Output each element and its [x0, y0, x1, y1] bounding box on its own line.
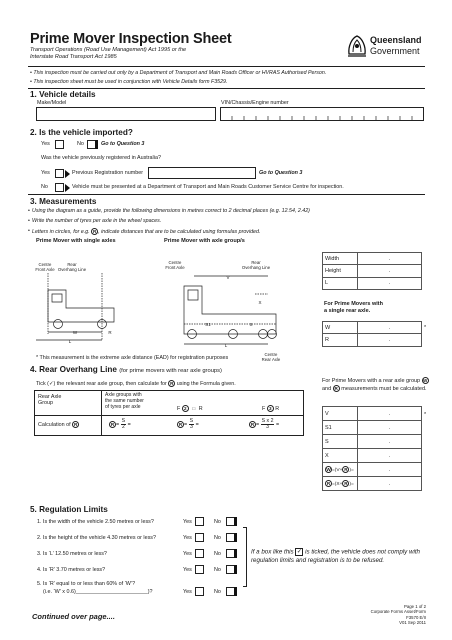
formula-2: R = S 3 =: [178, 418, 199, 430]
group-option-2: F 2 □ R: [177, 406, 203, 412]
svg-text:Centre: Centre: [168, 260, 182, 265]
svg-text:X: X: [258, 300, 262, 305]
r-input[interactable]: .: [358, 334, 422, 346]
formula-3: R = S x 2 3 =: [250, 418, 280, 430]
non-compliance-note: If a box like this ✓ is ticked, the vehicle does not comply with regulation limits and registration is to be refused.: [251, 548, 420, 564]
section-1-title: 1. Vehicle details: [30, 90, 96, 99]
arrow-icon: [65, 184, 70, 192]
w-formula: W=(V+ R )=: [323, 463, 358, 477]
w-label: W: [323, 322, 358, 334]
q2-no-checkbox[interactable]: [226, 533, 235, 542]
page-title: Prime Mover Inspection Sheet: [30, 31, 232, 47]
section-3-title: 3. Measurements: [30, 197, 97, 206]
q4-no-checkbox[interactable]: [226, 565, 235, 574]
svg-text:V: V: [226, 275, 230, 280]
svg-text:R: R: [108, 330, 112, 335]
limit-q5-formula: (i.e. ‘W’ x 0.6)________________________)?: [43, 589, 153, 595]
svg-text:S: S: [249, 322, 253, 327]
diagram-single-title: Prime Mover with single axles: [36, 238, 116, 244]
q4-no-label: No: [214, 567, 221, 573]
measure-bullet-1: • Using the diagram as a guide, provide the following dimensions in metres correct to 2 decimal places (e.g. 12.54, 2.42): [32, 208, 310, 214]
height-label: Height: [323, 265, 358, 277]
single-axle-title: For Prime Movers with a single rear axle.: [324, 301, 383, 314]
s1-input[interactable]: .: [358, 421, 422, 435]
svg-text:L: L: [68, 339, 72, 344]
vin-input[interactable]: [220, 107, 424, 121]
height-input[interactable]: .: [358, 265, 422, 277]
q5-no-label: No: [214, 589, 221, 595]
q2-yes-label: Yes: [183, 535, 192, 541]
dimensions-table: [322, 252, 422, 290]
note-1: • This inspection must be carried out only by a Department of Transport and Main Roads Officer or HVRAS Authorised Person.: [30, 70, 327, 76]
w-input[interactable]: .: [358, 322, 422, 334]
prev-no-checkbox[interactable]: [55, 183, 64, 192]
continued-note: Continued over page....: [32, 612, 115, 621]
limit-q5: 5. Is ‘R’ equal to or less than 60% of ‘W’?: [37, 581, 136, 587]
w-result[interactable]: .: [358, 463, 422, 477]
vin-character-ticks: [220, 107, 424, 121]
asterisk-marker: *: [424, 325, 427, 331]
svg-text:L: L: [224, 343, 228, 348]
q5-no-checkbox[interactable]: [226, 587, 235, 596]
s-input[interactable]: .: [358, 435, 422, 449]
formula-1: R = S 2 =: [110, 418, 131, 430]
measure-bullet-3: • Letters in circles, for e.g. R , indicate distances that are to be calculated using formulas provided.: [32, 228, 260, 235]
rear-axle-group-header: Rear Axle Group: [38, 394, 62, 407]
svg-text:Overhang Line: Overhang Line: [57, 267, 87, 272]
arrow-icon: [65, 170, 70, 178]
goto-question-3: Go to Question 3: [101, 141, 145, 147]
q3-yes-checkbox[interactable]: [195, 549, 204, 558]
make-model-label: Make/Model: [37, 100, 67, 106]
imported-yes-label: Yes: [41, 141, 50, 147]
section-4-title: 4. Rear Overhang Line (for prime movers with rear axle groups): [30, 365, 222, 374]
measure-bullet-2: • Write the number of tyres per axle in the wheel spaces.: [32, 218, 161, 224]
q4-yes-checkbox[interactable]: [195, 565, 204, 574]
prev-reg-input[interactable]: [148, 167, 256, 179]
width-label: Width: [323, 253, 358, 265]
q3-no-checkbox[interactable]: [226, 549, 235, 558]
section-5-title: 5. Regulation Limits: [30, 505, 108, 514]
r-result[interactable]: .: [358, 477, 422, 491]
width-input[interactable]: .: [358, 253, 422, 265]
q5-yes-checkbox[interactable]: [195, 587, 204, 596]
goto-question-3-b: Go to Question 3: [259, 170, 303, 176]
coat-of-arms-icon: [346, 34, 368, 58]
svg-text:Front Axle: Front Axle: [165, 265, 185, 270]
l-label: L: [323, 277, 358, 289]
imported-no-label: No: [77, 141, 84, 147]
limit-q3: 3. Is ‘L’ 12.50 metres or less?: [37, 551, 107, 557]
prev-no-label: No: [41, 184, 48, 190]
tick-instruction: Tick (✓) the relevant rear axle group, then calculate for R using the Formula given.: [36, 381, 236, 387]
s1-label: S1: [323, 421, 358, 435]
previously-registered-question: Was the vehicle previously registered in Australia?: [41, 155, 161, 161]
s-label: S: [323, 435, 358, 449]
imported-no-checkbox[interactable]: [87, 140, 96, 149]
x-label: X: [323, 449, 358, 463]
axle-group-measure-table: [322, 406, 422, 491]
note-2: • This inspection sheet must be used in conjunction with Vehicle Details form F3529.: [30, 79, 228, 85]
q3-no-label: No: [214, 551, 221, 557]
notes-rule: [28, 88, 425, 89]
legislation-subtitle: Transport Operations (Road Use Management) Act 1995 or the Interstate Road Transport Act 1985: [30, 47, 187, 60]
single-axle-diagram: [30, 246, 150, 348]
prev-yes-label: Yes: [41, 170, 50, 176]
limit-q1: 1. Is the width of the vehicle 2.50 metres or less?: [37, 519, 154, 525]
bracket: [243, 527, 247, 587]
imported-yes-checkbox[interactable]: [55, 140, 64, 149]
must-present-text: Vehicle must be presented at a Department of Transport and Main Roads Customer Service Centre for inspection.: [72, 184, 344, 190]
single-axle-table: [322, 321, 422, 347]
axle-group-table: [34, 390, 304, 436]
svg-text:Front Axle: Front Axle: [35, 267, 55, 272]
q1-yes-checkbox[interactable]: [195, 517, 204, 526]
l-input[interactable]: .: [358, 277, 422, 289]
svg-text:Centre: Centre: [264, 352, 278, 357]
q4-yes-label: Yes: [183, 567, 192, 573]
limit-q4: 4. Is ‘R’ 3.70 metres or less?: [37, 567, 106, 573]
q1-yes-label: Yes: [183, 519, 192, 525]
header-rule: [28, 66, 425, 67]
q2-no-label: No: [214, 535, 221, 541]
svg-text:Centre: Centre: [38, 262, 52, 267]
queensland-government-logo: Queensland Government: [346, 34, 426, 60]
prev-yes-checkbox[interactable]: [55, 169, 64, 178]
svg-text:W: W: [72, 330, 78, 335]
prev-reg-label: Previous Registration number: [72, 170, 144, 176]
svg-text:S1: S1: [205, 322, 211, 327]
diagram-group-title: Prime Mover with axle group/s: [164, 238, 245, 244]
section-2-title: 2. Is the vehicle imported?: [30, 128, 133, 137]
section-rule: [28, 194, 425, 195]
make-model-input[interactable]: [36, 107, 216, 121]
q3-yes-label: Yes: [183, 551, 192, 557]
x-input[interactable]: .: [358, 449, 422, 463]
v-input[interactable]: .: [358, 407, 422, 421]
limit-q2: 2. Is the height of the vehicle 4.30 metres or less?: [37, 535, 156, 541]
tick-box-icon: ✓: [296, 549, 302, 555]
v-label: V: [323, 407, 358, 421]
vin-label: VIN/Chassis/Engine number: [221, 100, 289, 106]
svg-text:Rear: Rear: [251, 260, 261, 265]
q1-no-label: No: [214, 519, 221, 525]
r-formula: R =(X+ R )=: [323, 477, 358, 491]
axle-group-diagram: [150, 246, 300, 364]
svg-text:Rear: Rear: [67, 262, 77, 267]
ead-footnote: * This measurement is the extreme axle distance (EAD) for registration purposes: [36, 355, 229, 361]
calc-label: Calculation of R: [38, 422, 78, 428]
asterisk-marker-2: *: [424, 412, 427, 418]
svg-text:Overhang Line: Overhang Line: [241, 265, 271, 270]
r-label: R: [323, 334, 358, 346]
q1-no-checkbox[interactable]: [226, 517, 235, 526]
same-tyres-header: Axle groups with the same number of tyres per axle: [105, 392, 144, 410]
group-option-3: F 3 R: [262, 406, 280, 412]
q5-yes-label: Yes: [183, 589, 192, 595]
axle-group-instructions: For Prime Movers with a rear axle group W and R measurements must be calculated.: [322, 378, 428, 392]
q2-yes-checkbox[interactable]: [195, 533, 204, 542]
svg-text:Rear Axle: Rear Axle: [261, 357, 281, 362]
form-reference: Page 1 of 2 Corporate Forms Asset/Form F3570 E/II V01 Sep 2011: [370, 604, 426, 626]
